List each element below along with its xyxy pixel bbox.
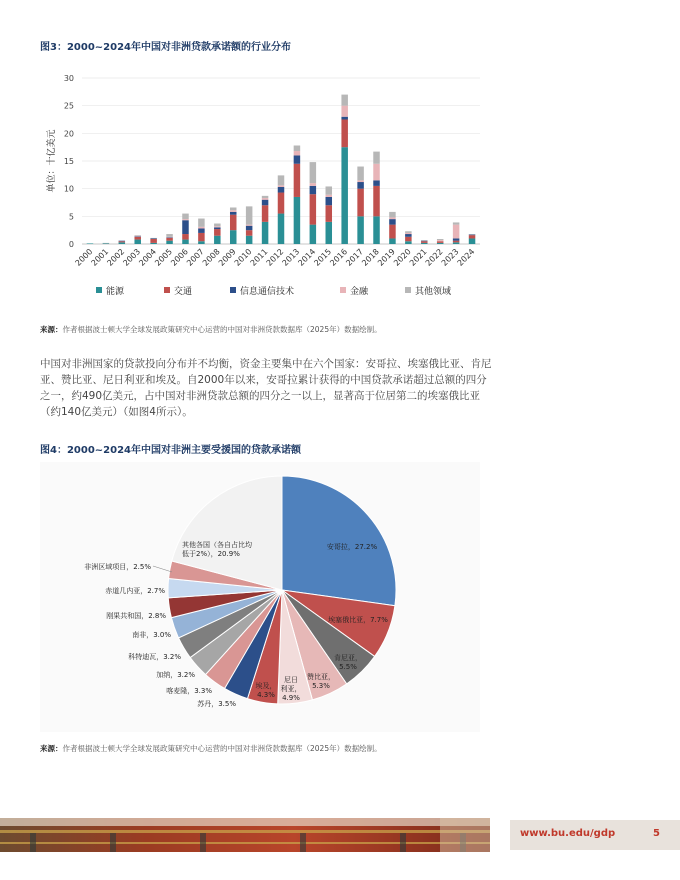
legend-swatch <box>230 287 236 293</box>
bar-segment <box>198 241 205 244</box>
bar-segment <box>294 151 301 155</box>
legend-label: 信息通信技术 <box>240 287 295 297</box>
bar-segment <box>262 200 269 206</box>
bar-segment <box>87 243 94 244</box>
y-tick-label: 15 <box>63 157 74 166</box>
bar-segment <box>246 226 253 230</box>
bar-segment <box>150 243 157 244</box>
bar-segment <box>278 185 285 187</box>
bar-segment <box>119 241 126 242</box>
bar-segment <box>134 240 141 244</box>
x-tick-label: 2008 <box>200 247 222 268</box>
bar-segment <box>437 239 444 240</box>
bar-segment <box>294 197 301 244</box>
sector-bar-chart <box>40 65 490 305</box>
bar-segment <box>230 207 237 210</box>
legend-swatch <box>96 287 102 293</box>
bar-segment <box>421 240 428 241</box>
pie-data-label: 科特迪瓦，3.2% <box>128 653 181 661</box>
bar-segment <box>453 241 460 243</box>
bar-segment <box>214 224 221 227</box>
bar-segment <box>214 227 221 229</box>
bar-segment <box>198 233 205 241</box>
bar-segment <box>421 241 428 243</box>
bar-segment <box>437 240 444 241</box>
bar-segment <box>469 235 476 236</box>
fig4-source: 来源：作者根据波士顿大学全球发展政策研究中心运营的中国对非洲贷款数据库（2025年）数据绘制。 <box>40 744 382 753</box>
bar-segment <box>230 210 237 212</box>
x-tick-label: 2007 <box>185 247 206 268</box>
x-tick-label: 2015 <box>312 247 334 268</box>
bar-segment <box>262 205 269 222</box>
legend-swatch <box>340 287 346 293</box>
x-tick-label: 2020 <box>392 247 413 268</box>
bar-segment <box>246 206 253 224</box>
bar-segment <box>326 222 333 244</box>
bar-segment <box>246 225 253 226</box>
pie-data-label: 其他各国（各自占比均低于2%），20.9% <box>182 541 252 558</box>
bar-segment <box>453 225 460 239</box>
bar-segment <box>341 147 348 244</box>
x-tick-label: 2013 <box>280 247 302 268</box>
bar-segment <box>166 241 173 244</box>
y-axis-label: 单位：十亿美元 <box>47 129 57 193</box>
x-tick-label: 2012 <box>264 247 286 268</box>
x-tick-label: 2010 <box>232 247 254 268</box>
bar-segment <box>326 205 333 222</box>
bar-segment <box>405 241 412 244</box>
x-tick-label: 2005 <box>153 247 174 268</box>
bar-segment <box>437 243 444 244</box>
bar-segment <box>389 238 396 244</box>
legend-label: 金融 <box>350 287 369 297</box>
legend-swatch <box>405 287 411 293</box>
x-tick-label: 2001 <box>89 247 111 268</box>
bar-segment <box>166 237 173 238</box>
pie-data-label: 喀麦隆，3.3% <box>166 687 212 695</box>
x-tick-label: 2004 <box>137 247 159 268</box>
bar-segment <box>310 186 317 194</box>
pie-data-label: 南非，3.0% <box>132 631 171 639</box>
x-tick-label: 2000 <box>73 247 95 268</box>
pie-data-label: 埃塞俄比亚，7.7% <box>328 616 388 624</box>
bar-segment <box>230 212 237 215</box>
bar-segment <box>150 239 157 243</box>
y-tick-label: 30 <box>63 74 74 83</box>
bar-segment <box>134 237 141 240</box>
bar-segment <box>262 198 269 200</box>
bar-segment <box>341 120 348 148</box>
bar-segment <box>278 193 285 214</box>
bar-segment <box>182 219 189 220</box>
x-tick-label: 2017 <box>344 247 366 268</box>
bar-segment <box>469 238 476 244</box>
bar-segment <box>230 215 237 230</box>
bar-segment <box>453 238 460 240</box>
bar-segment <box>389 225 396 239</box>
bar-segment <box>119 241 126 242</box>
bar-segment <box>453 222 460 224</box>
bar-segment <box>326 195 333 197</box>
recipient-pie-chart <box>40 462 480 732</box>
bar-segment <box>357 182 364 189</box>
bar-segment <box>421 241 428 242</box>
legend-label: 交通 <box>174 287 193 297</box>
x-tick-label: 2019 <box>376 247 397 268</box>
bar-segment <box>389 217 396 219</box>
y-tick-label: 10 <box>63 184 74 194</box>
bar-segment <box>166 237 173 238</box>
bar-segment <box>357 180 364 182</box>
bar-segment <box>246 236 253 244</box>
bar-segment <box>182 240 189 244</box>
y-tick-label: 0 <box>68 240 74 249</box>
y-tick-label: 5 <box>68 212 74 222</box>
bar-segment <box>326 186 333 194</box>
legend-swatch <box>164 287 170 293</box>
pie-data-label: 赞比亚， 5.3% <box>307 673 335 690</box>
bar-segment <box>198 219 205 227</box>
bar-segment <box>357 216 364 244</box>
footer-url[interactable]: www.bu.edu/gdp <box>520 828 616 839</box>
fig4-title: 图4：2000~2024年中国对非洲主要受援国的贷款承诺额 <box>40 445 302 456</box>
bar-segment <box>294 146 301 152</box>
pie-data-label: 尼日利亚， 4.9% <box>280 676 302 702</box>
bar-segment <box>294 155 301 163</box>
bar-segment <box>357 167 364 181</box>
bar-segment <box>469 234 476 235</box>
bar-segment <box>373 186 380 216</box>
temple-roof-banner <box>0 818 490 852</box>
x-tick-label: 2023 <box>439 247 461 268</box>
bar-segment <box>389 219 396 225</box>
bar-segment <box>182 214 189 220</box>
x-tick-label: 2014 <box>296 247 318 268</box>
bar-segment <box>294 164 301 197</box>
bar-segment <box>405 237 412 241</box>
x-tick-label: 2018 <box>360 247 381 268</box>
x-tick-label: 2002 <box>105 247 127 268</box>
bar-segment <box>119 242 126 244</box>
page-number: 5 <box>653 828 660 839</box>
pie-data-label: 非洲区域项目，2.5% <box>84 563 151 571</box>
bar-segment <box>310 194 317 224</box>
bar-segment <box>150 238 157 239</box>
y-tick-label: 25 <box>63 101 74 111</box>
x-tick-label: 2003 <box>121 247 143 268</box>
bar-segment <box>326 197 333 205</box>
bar-segment <box>310 225 317 244</box>
bar-segment <box>278 187 285 193</box>
fig3-source: 来源：作者根据波士顿大学全球发展政策研究中心运营的中国对非洲贷款数据库（2025年）数据绘制。 <box>40 325 382 334</box>
bar-segment <box>262 196 269 198</box>
bar-segment <box>373 180 380 186</box>
x-tick-label: 2016 <box>328 247 350 268</box>
bar-segment <box>262 222 269 244</box>
bar-segment <box>310 183 317 186</box>
bar-segment <box>230 230 237 244</box>
pie-data-label: 埃及， 4.3% <box>255 682 277 699</box>
pie-data-label: 赤道几内亚，2.7% <box>105 587 165 595</box>
bar-segment <box>405 234 412 237</box>
fig3-title: 图3：2000~2024年中国对非洲贷款承诺额的行业分布 <box>40 42 292 53</box>
legend-label: 能源 <box>106 287 125 297</box>
bar-segment <box>453 242 460 244</box>
x-tick-label: 2022 <box>423 247 445 268</box>
pie-data-label: 苏丹，3.5% <box>197 700 236 708</box>
bar-segment <box>150 238 157 239</box>
bar-segment <box>469 235 476 238</box>
bar-segment <box>405 231 412 233</box>
bar-segment <box>198 227 205 229</box>
bar-segment <box>341 117 348 120</box>
footer-bar <box>510 820 680 850</box>
bar-segment <box>341 95 348 106</box>
pie-data-label: 安哥拉，27.2% <box>326 543 378 551</box>
bar-segment <box>310 162 317 183</box>
pie-data-label: 刚果共和国，2.8% <box>106 612 166 620</box>
bar-segment <box>357 189 364 217</box>
bar-segment <box>405 233 412 234</box>
x-tick-label: 2006 <box>169 247 190 268</box>
bar-segment <box>103 243 110 244</box>
bar-segment <box>437 241 444 243</box>
x-tick-label: 2011 <box>248 247 270 268</box>
bar-segment <box>198 229 205 233</box>
bar-segment <box>341 106 348 117</box>
x-tick-label: 2024 <box>455 247 477 268</box>
legend-label: 其他领域 <box>415 287 452 297</box>
body-paragraph: 中国对非洲国家的贷款投向分布并不均衡，资金主要集中在六个国家：安哥拉、埃塞俄比亚、肯尼亚、赞比亚、尼日利亚和埃及。自2000年以来，安哥拉累计获得的中国贷款承诺超过总额的四分之一，约490亿美元，占中国对非洲贷款总额的四分之一以上，显著高于位居第二的埃塞俄比亚（约140亿美元）（如图4所示）。 <box>40 358 492 418</box>
bar-segment <box>214 236 221 244</box>
bar-segment <box>373 216 380 244</box>
bar-segment <box>166 238 173 241</box>
bar-segment <box>134 235 141 236</box>
bar-segment <box>278 214 285 244</box>
bar-segment <box>373 152 380 164</box>
bar-segment <box>278 175 285 185</box>
bar-segment <box>421 243 428 244</box>
bar-segment <box>373 164 380 181</box>
bar-segment <box>246 230 253 236</box>
bar-segment <box>103 243 110 244</box>
bar-segment <box>214 226 221 227</box>
bar-segment <box>214 229 221 236</box>
pie-data-label: 肯尼亚， 5.5% <box>334 654 362 671</box>
bar-segment <box>166 234 173 237</box>
bar-segment <box>389 212 396 218</box>
bar-segment <box>134 236 141 237</box>
bar-segment <box>182 234 189 240</box>
x-tick-label: 2021 <box>407 247 429 268</box>
bar-segment <box>182 220 189 234</box>
y-tick-label: 20 <box>63 129 74 139</box>
bar-segment <box>134 236 141 237</box>
x-tick-label: 2009 <box>216 247 238 268</box>
pie-data-label: 加纳，3.2% <box>156 671 195 679</box>
